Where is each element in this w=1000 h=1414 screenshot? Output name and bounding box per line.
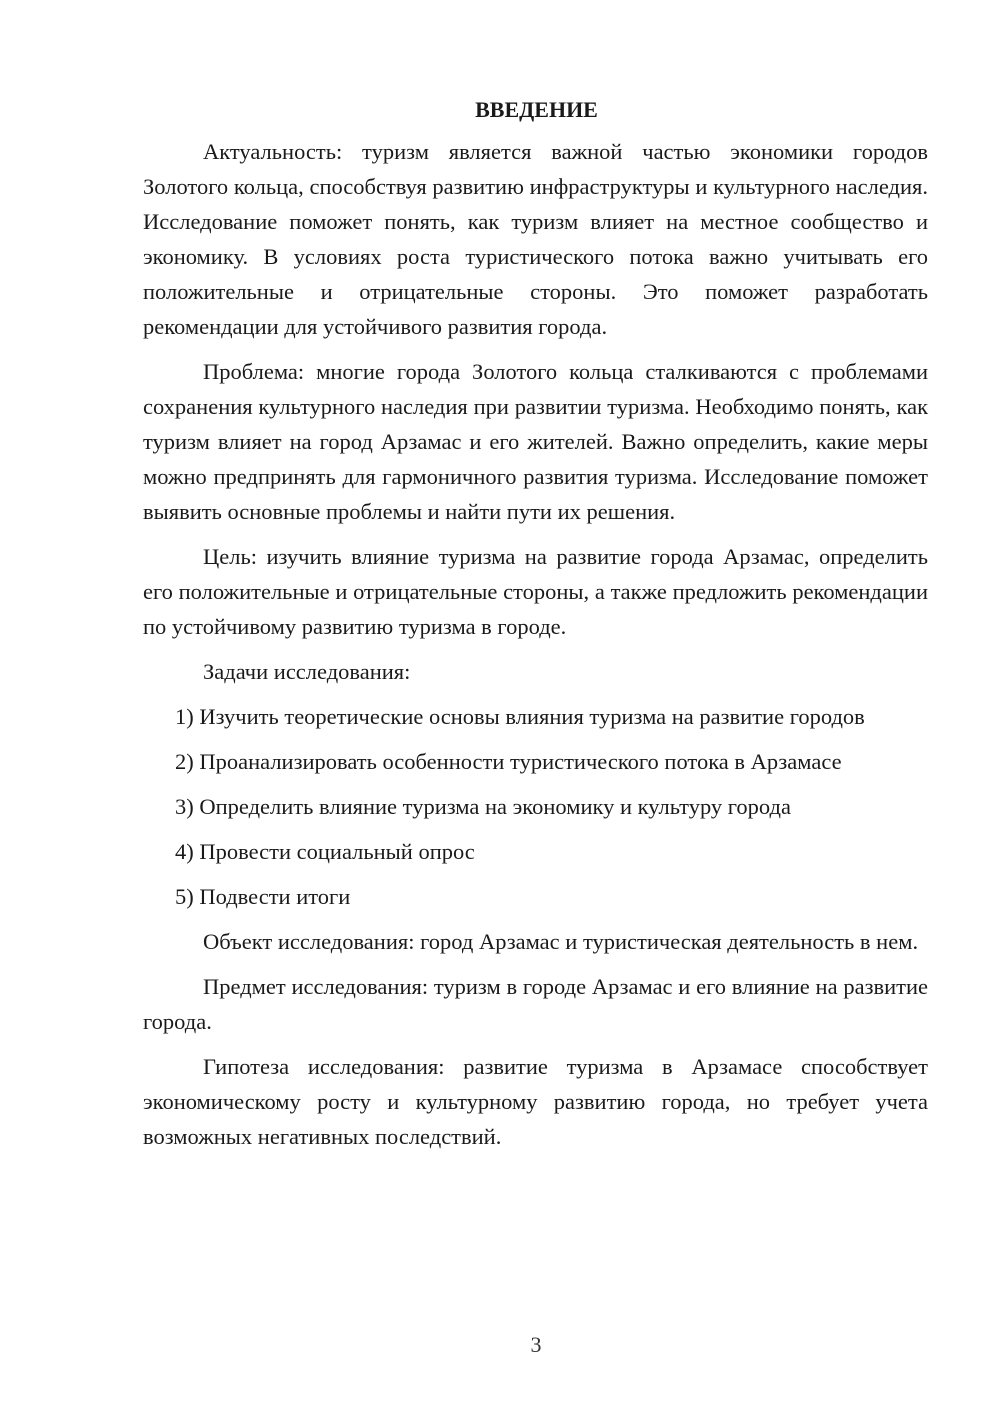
paragraph-hypothesis: Гипотеза исследования: развитие туризма в Арзамасе способствует экономическому росту и культурному развитию города, но требует учета возможных негативных последствий. [143, 1054, 928, 1149]
task-item-5: 5) Подвести итоги [175, 884, 351, 909]
task-item-3: 3) Определить влияние туризма на экономику и культуру города [175, 794, 791, 819]
paragraph-problem: Проблема: многие города Золотого кольца сталкиваются с проблемами сохранения культурного наследия при развитии туризма. Необходимо понять, как туризм влияет на город Арзамас и его жителей. Важно определить, какие меры можно предпринять для гармоничного развития туризма. Исследование поможет выявить основные проблемы и найти пути их решения. [143, 359, 928, 524]
task-item-1: 1) Изучить теоретические основы влияния туризма на развитие городов [175, 704, 865, 729]
page-title: ВВЕДЕНИЕ [475, 97, 598, 122]
document-page [143, 95, 928, 1164]
paragraph-goal: Цель: изучить влияние туризма на развитие города Арзамас, определить его положительные и отрицательные стороны, а также предложить рекомендации по устойчивому развитию туризма в городе. [143, 544, 928, 639]
paragraph-object: Объект исследования: город Арзамас и туристическая деятельность в нем. [203, 929, 919, 954]
page-number: 3 [530, 1332, 542, 1357]
task-item-2: 2) Проанализировать особенности туристического потока в Арзамасе [175, 749, 842, 774]
task-item-4: 4) Провести социальный опрос [175, 839, 475, 864]
paragraph-relevance: Актуальность: туризм является важной частью экономики городов Золотого кольца, способствуя развитию инфраструктуры и культурного наследия. Исследование поможет понять, как туризм влияет на местное сообщество и экономику. В условиях роста туристического потока важно учитывать его положительные и отрицательные стороны. Это поможет разработать рекомендации для устойчивого развития города. [143, 139, 928, 339]
tasks-heading: Задачи исследования: [203, 659, 411, 684]
paragraph-subject: Предмет исследования: туризм в городе Арзамас и его влияние на развитие города. [143, 974, 928, 1034]
